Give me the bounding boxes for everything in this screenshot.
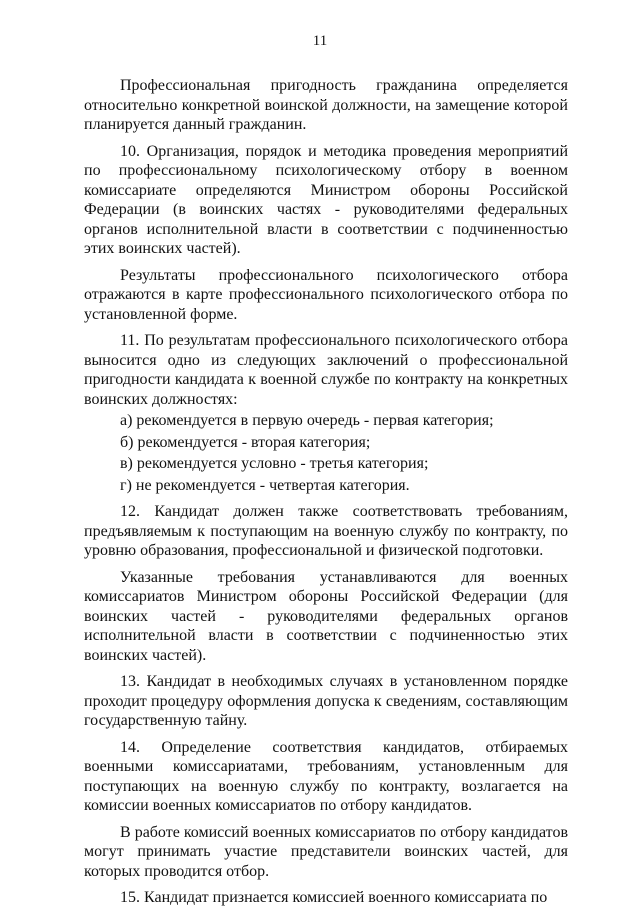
- paragraph-14-commission: 14. Определение соответствия кандидатов, отбираемых военными комиссариатами, требованиям, установленным для поступающих на военную службу по контракту, возлагается на комиссии военных комиссариатов по отбору кандидатов.: [84, 738, 568, 814]
- list-item-category-3: в) рекомендуется условно - третья категория;: [120, 455, 429, 472]
- page-number: 11: [312, 33, 328, 49]
- paragraph-11-conclusions: 11. По результатам профессионального психологического отбора выносится одно из следующих заключений о профессиональной пригодности кандидата к военной службе по контракту на конкретных воинских должностях:: [84, 332, 568, 408]
- list-item-category-4: г) не рекомендуется - четвертая категория.: [120, 476, 410, 494]
- paragraph-requirements-established: Указанные требования устанавливаются для военных комиссариатов Министром обороны Российской Федерации (для воинских частей - руководителями федеральных органов исполнительной власти в соответствии с подчиненностью этих воинских частей).: [84, 568, 568, 664]
- document-body: [84, 76, 568, 915]
- paragraph-12-requirements: 12. Кандидат должен также соответствовать требованиям, предъявляемым к поступающим на военную службу по контракту, по уровню образования, профессиональной и физической подготовки.: [84, 503, 568, 559]
- paragraph-results: Результаты профессионального психологического отбора отражаются в карте профессионального психологического отбора по установленной форме.: [84, 266, 568, 323]
- paragraph-13-clearance: 13. Кандидат в необходимых случаях в установленном порядке проходит процедуру оформления допуска к сведениям, составляющим государственную тайну.: [84, 673, 568, 729]
- paragraph-professional-fitness: Профессиональная пригодность гражданина определяется относительно конкретной воинской должности, на замещение которой планируется данный гражданин.: [84, 77, 568, 133]
- list-item-category-1: а) рекомендуется в первую очередь - первая категория;: [120, 412, 494, 429]
- paragraph-10-organization: 10. Организация, порядок и методика проведения мероприятий по профессиональному психологическому отбору в военном комиссариате определяются Министром обороны Российской Федерации (в воинских частях - руководителями федеральных органов исполнительной власти в соответствии с подчиненностью этих воинских частей).: [84, 142, 568, 257]
- paragraph-commission-participants: В работе комиссий военных комиссариатов по отбору кандидатов могут принимать участие представители воинских частей, для которых проводится отбор.: [84, 823, 568, 880]
- list-item-category-2: б) рекомендуется - вторая категория;: [120, 433, 371, 451]
- paragraph-15-recognition: 15. Кандидат признается комиссией военного комиссариата по: [120, 889, 548, 906]
